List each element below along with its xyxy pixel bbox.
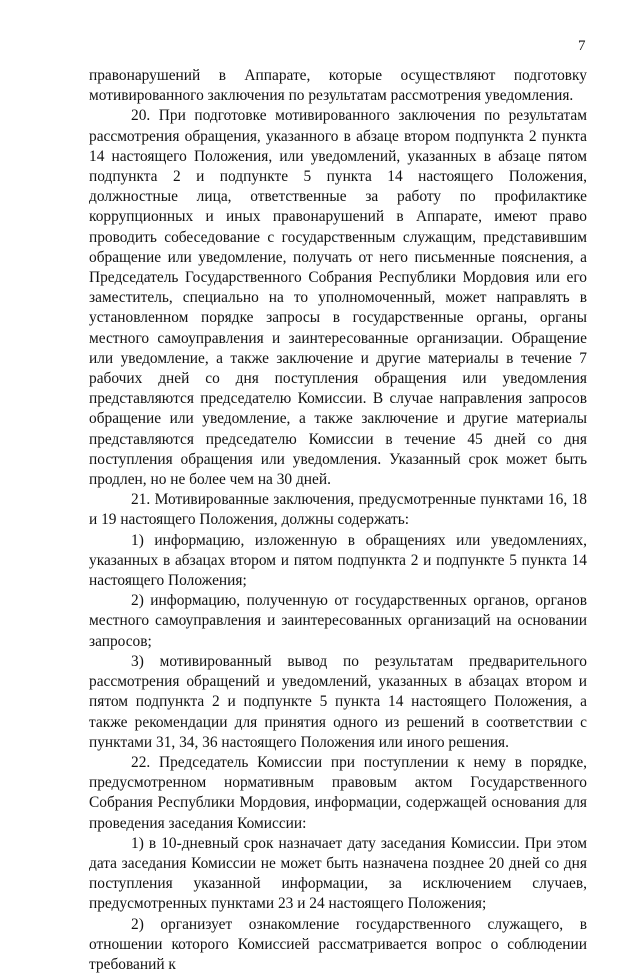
paragraph-21-item-3: 3) мотивированный вывод по результатам предварительного рассмотрения обращений и уведомлений, указанных в абзацах втором и пятом подпункта 2 и подпункте 5 пункта 14 настоящего Положения, а также рекомендации для принятия одного из решений в соответствии с пунктами 31, 34, 36 настоящего Положения или иного решения. — [89, 652, 587, 751]
paragraph-22-item-2: 2) организует ознакомление государственного служащего, в отношении которого Комиссией рассматривается вопрос о соблюдении требований к — [89, 915, 587, 973]
paragraph-continuation: правонарушений в Аппарате, которые осуществляют подготовку мотивированного заключения по результатам рассмотрения уведомления. — [89, 67, 587, 105]
paragraph-21: 21. Мотивированные заключения, предусмотренные пунктами 16, 18 и 19 настоящего Положения, должны содержать: — [89, 491, 587, 529]
page-number: 7 — [578, 38, 586, 54]
paragraph-21-item-1: 1) информацию, изложенную в обращениях или уведомлениях, указанных в абзацах втором и пятом подпункта 2 и подпункте 5 пункта 14 настоящего Положения; — [89, 531, 587, 590]
document-body — [89, 66, 587, 975]
paragraph-20: 20. При подготовке мотивированного заключения по результатам рассмотрения обращения, указанного в абзаце втором подпункта 2 пункта 14 настоящего Положения, или уведомлений, указанных в абзаце пятом подпункта 2 и подпункте 5 пункта 14 настоящего Положения, должностные лица, ответственные за работу по профилактике коррупционных и иных правонарушений в Аппарате, имеют право проводить собеседование с государственным служащим, представившим обращение или уведомление, получать от него письменные пояснения, а Председатель Государственного Собрания Республики Мордовия или его заместитель, специально на то уполномоченный, может направлять в установленном порядке запросы в государственные органы, органы местного самоуправления и заинтересованные организации. Обращение или уведомление, а также заключение и другие материалы в течение 7 рабочих дней со дня поступления обращения или уведомления представляются председателю Комиссии. В случае направления запросов обращение или уведомление, а также заключение и другие материалы представляются председателю Комиссии в течение 45 дней со дня поступления обращения или уведомления. Указанный срок может быть продлен, но не более чем на 30 дней. — [89, 107, 587, 489]
paragraph-21-item-2: 2) информацию, полученную от государственных органов, органов местного самоуправления и заинтересованных организаций на основании запросов; — [89, 592, 587, 650]
paragraph-22: 22. Председатель Комиссии при поступлении к нему в порядке, предусмотренном нормативным правовым актом Государственного Собрания Республики Мордовия, информации, содержащей основания для проведения заседания Комиссии: — [89, 753, 587, 832]
paragraph-22-item-1: 1) в 10-дневный срок назначает дату заседания Комиссии. При этом дата заседания Комиссии не может быть назначена позднее 20 дней со дня поступления указанной информации, за исключением случаев, предусмотренных пунктами 23 и 24 настоящего Положения; — [89, 834, 587, 913]
